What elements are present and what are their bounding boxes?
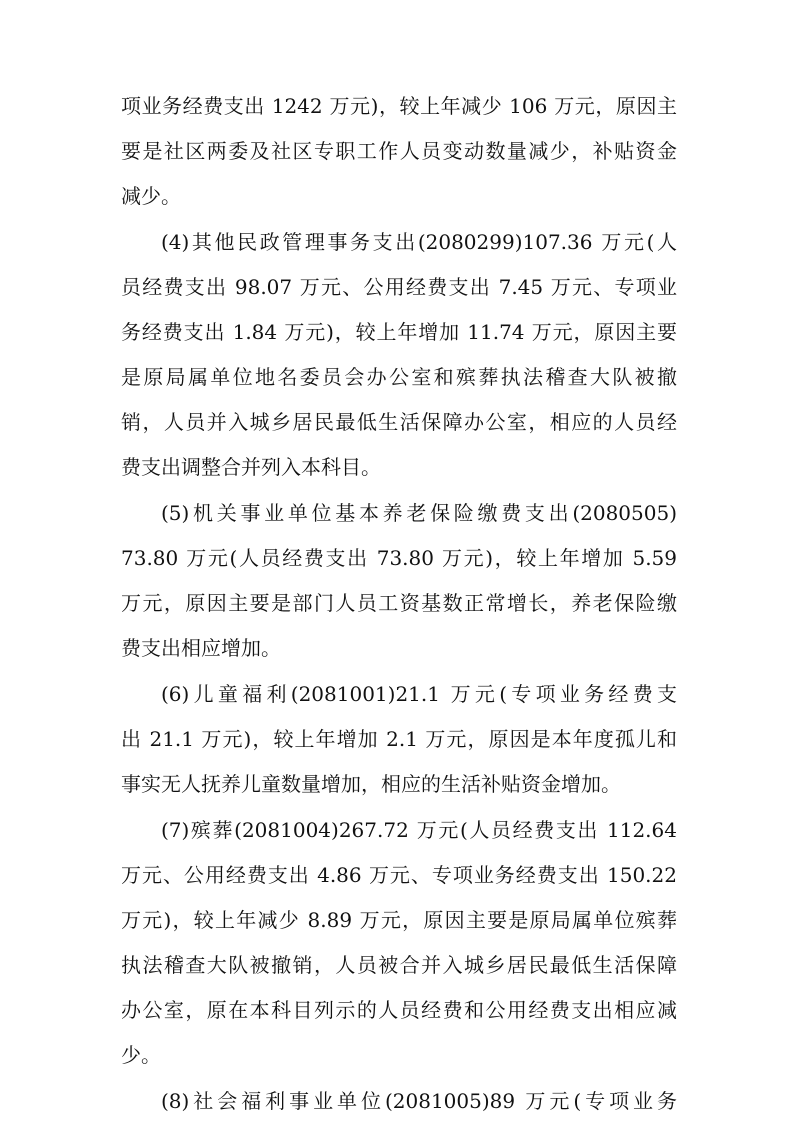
paragraph-first-line: (4)其他民政管理事务支出(2080299)107.36 万元(人	[161, 230, 677, 254]
text-line: 万元，原因主要是部门人员工资基数正常增长，养老保险缴	[121, 591, 677, 615]
paragraph-first-line: (6)儿童福利(2081001)21.1 万元(专项业务经费支	[161, 682, 677, 706]
text-line: 事实无人抚养儿童数量增加，相应的生活补贴资金增加。	[121, 772, 621, 796]
text-line: 项业务经费支出 1242 万元)，较上年减少 106 万元，原因主	[121, 94, 677, 118]
text-line: 73.80 万元(人员经费支出 73.80 万元)，较上年增加 5.59	[121, 546, 677, 570]
text-line: 办公室，原在本科目列示的人员经费和公用经费支出相应减	[121, 998, 677, 1022]
text-line: 出 21.1 万元)，较上年增加 2.1 万元，原因是本年度孤儿和	[121, 727, 677, 751]
text-line: 执法稽查大队被撤销，人员被合并入城乡居民最低生活保障	[121, 953, 677, 977]
text-line: 要是社区两委及社区专职工作人员变动数量减少，补贴资金	[121, 139, 677, 163]
text-line: 是原局属单位地名委员会办公室和殡葬执法稽查大队被撤	[121, 365, 677, 389]
text-line: 少。	[121, 1043, 161, 1067]
text-line: 万元)，较上年减少 8.89 万元，原因主要是原局属单位殡葬	[121, 908, 677, 932]
paragraph-first-line: (5)机关事业单位基本养老保险缴费支出(2080505)	[161, 501, 677, 525]
text-line: 减少。	[121, 184, 181, 208]
text-line: 费支出调整合并列入本科目。	[121, 455, 381, 479]
text-line: 务经费支出 1.84 万元)，较上年增加 11.74 万元，原因主要	[121, 320, 677, 344]
paragraph-first-line: (8)社会福利事业单位(2081005)89 万元(专项业务	[161, 1089, 677, 1113]
text-line: 员经费支出 98.07 万元、公用经费支出 7.45 万元、专项业	[121, 275, 677, 299]
text-line: 万元、公用经费支出 4.86 万元、专项业务经费支出 150.22	[121, 863, 677, 887]
text-line: 销，人员并入城乡居民最低生活保障办公室，相应的人员经	[121, 410, 677, 434]
text-line: 费支出相应增加。	[121, 636, 281, 660]
paragraph-first-line: (7)殡葬(2081004)267.72 万元(人员经费支出 112.64	[161, 818, 677, 842]
